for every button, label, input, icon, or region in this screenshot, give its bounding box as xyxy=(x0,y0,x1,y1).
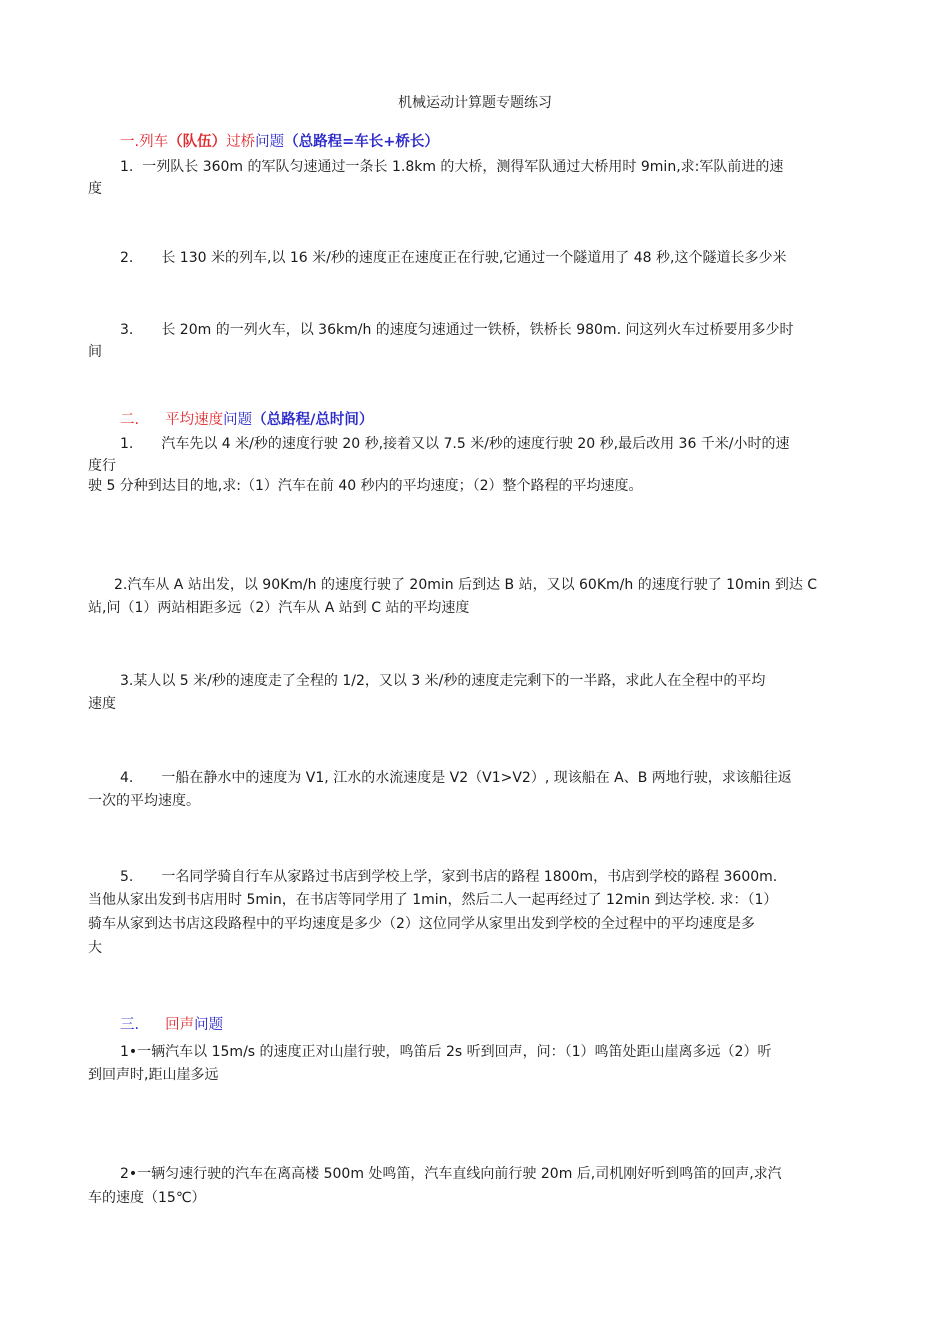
s1-q3-number: 3. xyxy=(120,322,134,338)
s1-q2-text: 长 130 米的列车,以 16 米/秒的速度正在速度正在行驶,它通过一个隧道用了 48 秒,这个隧道长多少米 xyxy=(161,250,787,266)
s2-q4-line1 xyxy=(120,768,882,788)
s1-q2-line1 xyxy=(120,248,882,268)
s2-q5-line3: 骑车从家到达书店这段路程中的平均速度是多少（2）这位同学从家里出发到学校的全过程中的平均速度是多 xyxy=(88,916,755,932)
section3-word2: 问题 xyxy=(194,1017,224,1033)
section1-formula: （总路程=车长+桥长） xyxy=(284,134,439,150)
s2-q1-line2: 度行 xyxy=(88,458,116,474)
s1-q1-line1 xyxy=(120,157,882,177)
section2-word1: 平均速度 xyxy=(165,412,224,428)
s2-q5-line2: 当他从家出发到书店用时 5min，在书店等同学用了 1min，然后二人一起再经过了 12min 到达学校. 求：（1） xyxy=(88,892,778,908)
s2-q4-line2: 一次的平均速度。 xyxy=(88,793,200,809)
document-title: 机械运动计算题专题练习 xyxy=(398,95,552,111)
s1-q3-line1 xyxy=(120,320,882,340)
s2-q5-number: 5. xyxy=(120,869,134,885)
section1-prefix: 一. xyxy=(120,134,140,150)
section2-formula: （总路程/总时间） xyxy=(252,412,374,428)
s2-q4-text: 一船在静水中的速度为 V1, 江水的水流速度是 V2（V1>V2）, 现该船在 A、B 两地行驶，求该船往返 xyxy=(161,770,792,786)
s2-q4-number: 4. xyxy=(120,770,134,786)
section1-paren: （队伍） xyxy=(168,134,227,150)
s3-q1-line2: 到回声时,距山崖多远 xyxy=(88,1067,219,1083)
section1-word2: 过桥 xyxy=(226,134,256,150)
section3-heading xyxy=(120,1015,914,1035)
s1-q1-text: 一列队长 360m 的军队匀速通过一条长 1.8km 的大桥，测得军队通过大桥用时 9min,求:军队前进的速 xyxy=(142,159,784,175)
s2-q5-line4: 大 xyxy=(88,940,102,956)
s1-q1-line2: 度 xyxy=(88,181,102,197)
s2-q5-text: 一名同学骑自行车从家路过书店到学校上学，家到书店的路程 1800m，书店到学校的路程 3600m. xyxy=(161,869,778,885)
s1-q3-text: 长 20m 的一列火车，以 36km/h 的速度匀速通过一铁桥，铁桥长 980m. 问这列火车过桥要用多少时 xyxy=(161,322,794,338)
section3-prefix: 三. xyxy=(120,1017,140,1033)
s2-q1-line1 xyxy=(120,434,882,454)
s3-q2-line1: 2•一辆匀速行驶的汽车在离高楼 500m 处鸣笛，汽车直线向前行驶 20m 后,司机刚好听到鸣笛的回声,求汽 xyxy=(120,1166,782,1182)
s1-q3-line2: 间 xyxy=(88,344,102,360)
s2-q5-line1 xyxy=(120,867,882,887)
s2-q2-line2: 站,问（1）两站相距多远（2）汽车从 A 站到 C 站的平均速度 xyxy=(88,600,470,616)
section2-heading xyxy=(120,410,914,430)
s2-q1-line3: 驶 5 分种到达目的地,求:（1）汽车在前 40 秒内的平均速度；（2）整个路程的平均速度。 xyxy=(88,478,643,494)
section1-heading xyxy=(120,132,914,152)
s1-q2-number: 2. xyxy=(120,250,134,266)
section3-word1: 回声 xyxy=(165,1017,195,1033)
section1-word3: 问题 xyxy=(255,134,285,150)
s2-q3-line1: 3.某人以 5 米/秒的速度走了全程的 1/2，又以 3 米/秒的速度走完剩下的一半路，求此人在全程中的平均 xyxy=(120,673,766,689)
s2-q1-text: 汽车先以 4 米/秒的速度行驶 20 秒,接着又以 7.5 米/秒的速度行驶 20 秒,最后改用 36 千米/小时的速 xyxy=(161,436,790,452)
s3-q2-line2: 车的速度（15℃） xyxy=(88,1190,206,1206)
section2-word2: 问题 xyxy=(223,412,253,428)
section1-word1: 列车 xyxy=(139,134,169,150)
s2-q1-number: 1. xyxy=(120,436,134,452)
s1-q1-number: 1. xyxy=(120,159,134,175)
s2-q2-line1: 2.汽车从 A 站出发，以 90Km/h 的速度行驶了 20min 后到达 B 站，又以 60Km/h 的速度行驶了 10min 到达 C xyxy=(114,577,818,593)
s2-q3-line2: 速度 xyxy=(88,696,116,712)
section2-prefix: 二. xyxy=(120,412,140,428)
s3-q1-line1: 1•一辆汽车以 15m/s 的速度正对山崖行驶，鸣笛后 2s 听到回声，问：（1）鸣笛处距山崖离多远（2）听 xyxy=(120,1044,772,1060)
